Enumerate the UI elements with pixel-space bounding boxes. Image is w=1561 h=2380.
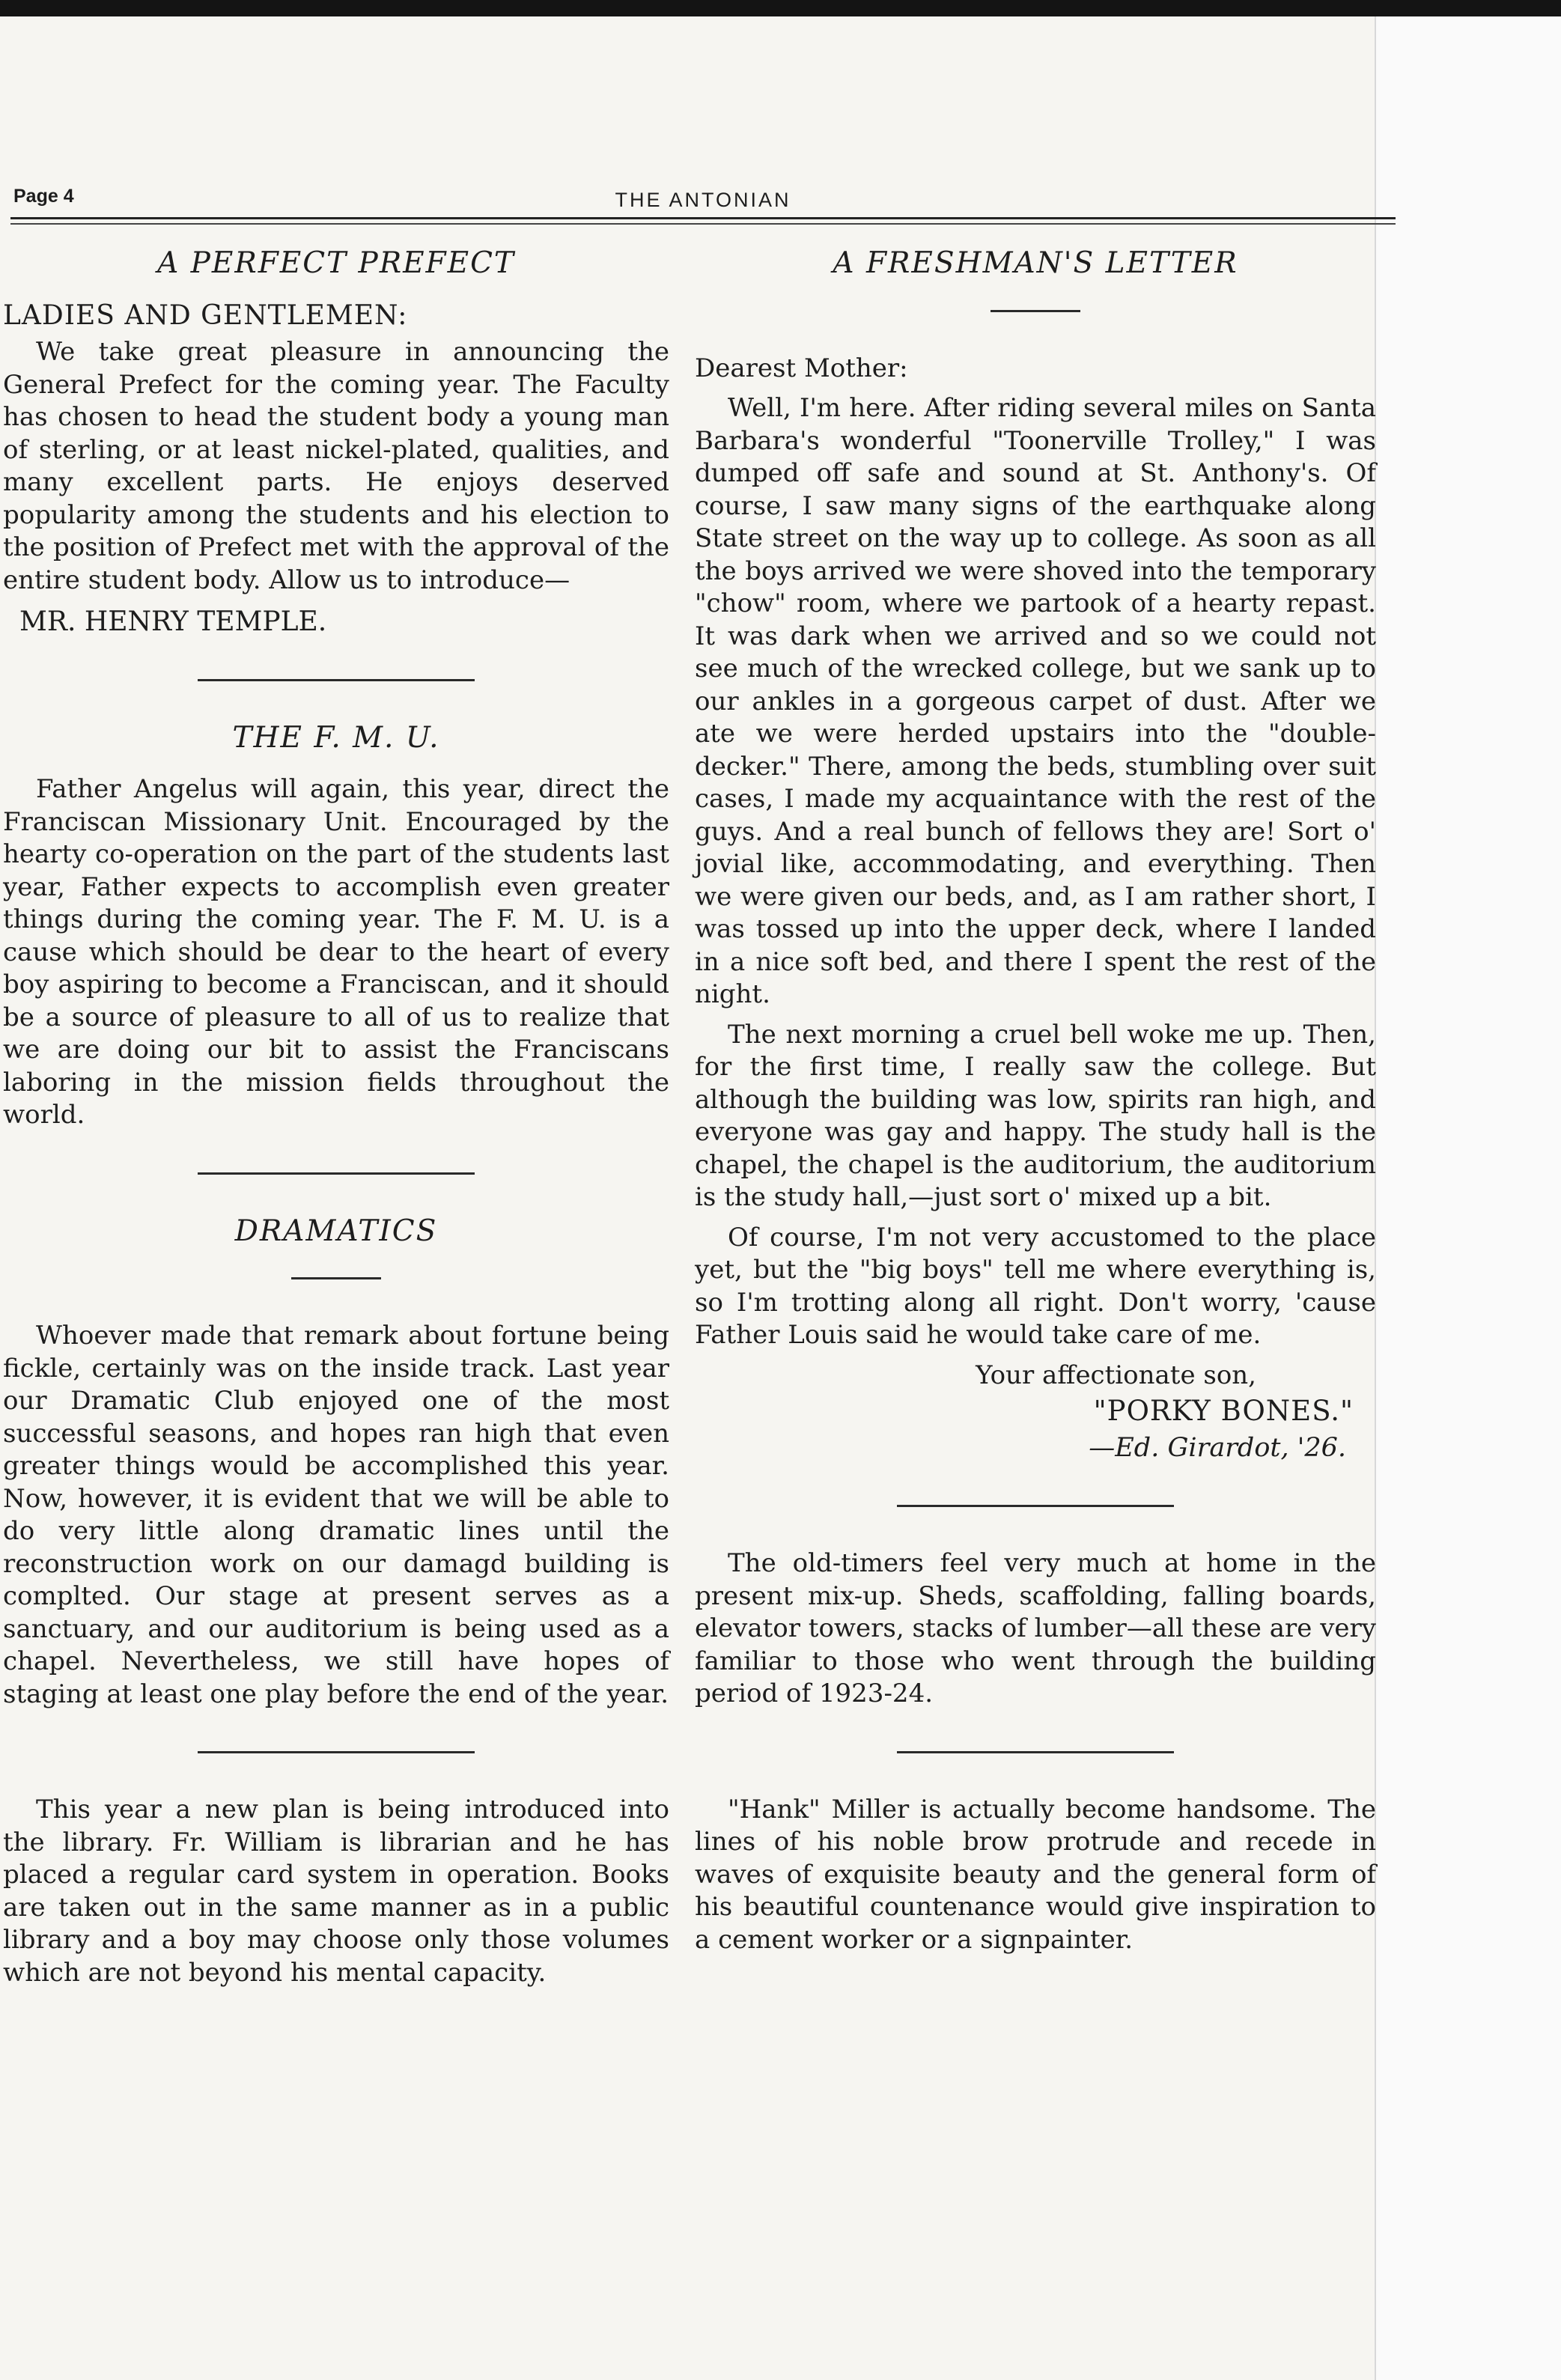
article-title: THE F. M. U. — [232, 720, 440, 755]
page-number: Page 4 — [13, 186, 74, 207]
journal-title: THE ANTONIAN — [615, 189, 791, 211]
letter-paragraph: Well, I'm here. After riding several miles on Santa Barbara's wonderful "Toonerville Trolley," I was dumped off safe and sound at St. Anthony's. Of course, I saw many signs of the earthquake along State street on the way up to college. As soon as all the boys arrived we were shoved into the temporary "chow" room, where we partook of a hearty repast. It was dark when we arrived and so we could not see much of the wrecked college, but we sank up to our ankles in a gorgeous carpet of dust. After we ate we were herded upstairs into the "double-decker." There, among the beds, stumbling over suit cases, I made my acquaintance with the rest of the guys. And a real bunch of fellows they are! Sort o' jovial like, accommodating, and everything. Then we were given our beds, and, as I am rather short, I was tossed up into the upper deck, where I landed in a nice soft bed, and there I spent the rest of the night. — [695, 393, 1376, 1009]
article-fmu — [3, 722, 669, 1132]
article-dramatics — [3, 1215, 669, 1711]
letter-greeting: Dearest Mother: — [695, 353, 908, 383]
letter-closing: Your affectionate son, — [976, 1360, 1256, 1390]
article-title: A FRESHMAN'S LETTER — [833, 246, 1238, 280]
article-old-timers — [695, 1547, 1376, 1711]
introduction-name: MR. HENRY TEMPLE. — [19, 606, 327, 637]
article-freshman-letter — [695, 247, 1376, 1464]
top-border — [0, 0, 1561, 16]
header-rule — [10, 217, 1396, 219]
article-title: A PERFECT PREFECT — [157, 246, 515, 280]
letter-paragraph: Of course, I'm not very accustomed to the place yet, but the "big boys" tell me where everything is, so I'm trotting along all right. Don't worry, 'cause Father Louis said he would take care of me. — [695, 1222, 1376, 1350]
article-hank-miller — [695, 1794, 1376, 1957]
left-column — [3, 247, 669, 1997]
title-underline — [291, 1277, 381, 1279]
author-byline: —Ed. Girardot, '26. — [1089, 1432, 1346, 1463]
letter-paragraph: The next morning a cruel bell woke me up. Then, for the first time, I really saw the college. But although the building was low, spirits ran high, and everyone was gay and happy. The study hall is the chapel, the chapel is the auditorium, the auditorium is the study hall,—just sort o' mixed up a bit. — [695, 1019, 1376, 1212]
article-body: This year a new plan is being introduced into the library. Fr. William is librarian and he has placed a regular card system in operation. Books are taken out in the same manner as in a public library and a boy may choose only those volumes which are not beyond his mental capacity. — [3, 1795, 669, 1988]
article-body: "Hank" Miller is actually become handsome. The lines of his noble brow protrude and recede in waves of exquisite beauty and the general form of his beautiful countenance would give inspiration to a cement worker or a signpainter. — [695, 1794, 1376, 1955]
article-perfect-prefect — [3, 247, 669, 639]
title-underline — [991, 310, 1080, 312]
section-divider — [897, 1505, 1174, 1507]
article-library — [3, 1794, 669, 1989]
section-divider — [897, 1751, 1174, 1753]
section-divider — [198, 1751, 475, 1753]
right-column — [695, 247, 1376, 1964]
article-body: Whoever made that remark about fortune being fickle, certainly was on the inside track. Last year our Dramatic Club enjoyed one of the most successful seasons, and hopes ran high that even greater things would be accomplished this year. Now, however, it is evident that we will be able to do very little along dramatic lines until the reconstruction work on our damagd building is complted. Our stage at present serves as a sanctuary, and our auditorium is being used as a chapel. Nevertheless, we still have hopes of staging at least one play before the end of the year. — [3, 1321, 669, 1709]
adjacent-page-strip — [1375, 16, 1561, 2380]
letter-signature: "PORKY BONES." — [1093, 1395, 1354, 1427]
article-body: Father Angelus will again, this year, direct the Franciscan Missionary Unit. Encouraged by the hearty co-operation on the part of the students last year, Father expects to accomplish even greater things during the coming year. The F. M. U. is a cause which should be dear to the heart of every boy aspiring to become a Franciscan, and it should be a source of pleasure to all of us to realize that we are doing our bit to assist the Franciscans laboring in the mission fields throughout the world. — [3, 774, 669, 1130]
page-header — [10, 186, 1396, 238]
article-title: DRAMATICS — [234, 1214, 438, 1248]
header-rule-secondary — [10, 223, 1396, 225]
article-body: We take great pleasure in announcing the General Prefect for the coming year. The Faculty has chosen to head the student body a young man of sterling, or at least nickel-plated, qualities, and many excellent parts. He enjoys deserved popularity among the students and his election to the position of Prefect met with the approval of the entire student body. Allow us to introduce— — [3, 337, 669, 595]
section-divider — [198, 1172, 475, 1175]
section-divider — [198, 679, 475, 681]
salutation: LADIES AND GENTLEMEN: — [3, 299, 408, 331]
article-body: The old-timers feel very much at home in the present mix-up. Sheds, scaffolding, falling boards, elevator towers, stacks of lumber—all these are very familiar to those who went through the building period of 1923-24. — [695, 1548, 1376, 1708]
